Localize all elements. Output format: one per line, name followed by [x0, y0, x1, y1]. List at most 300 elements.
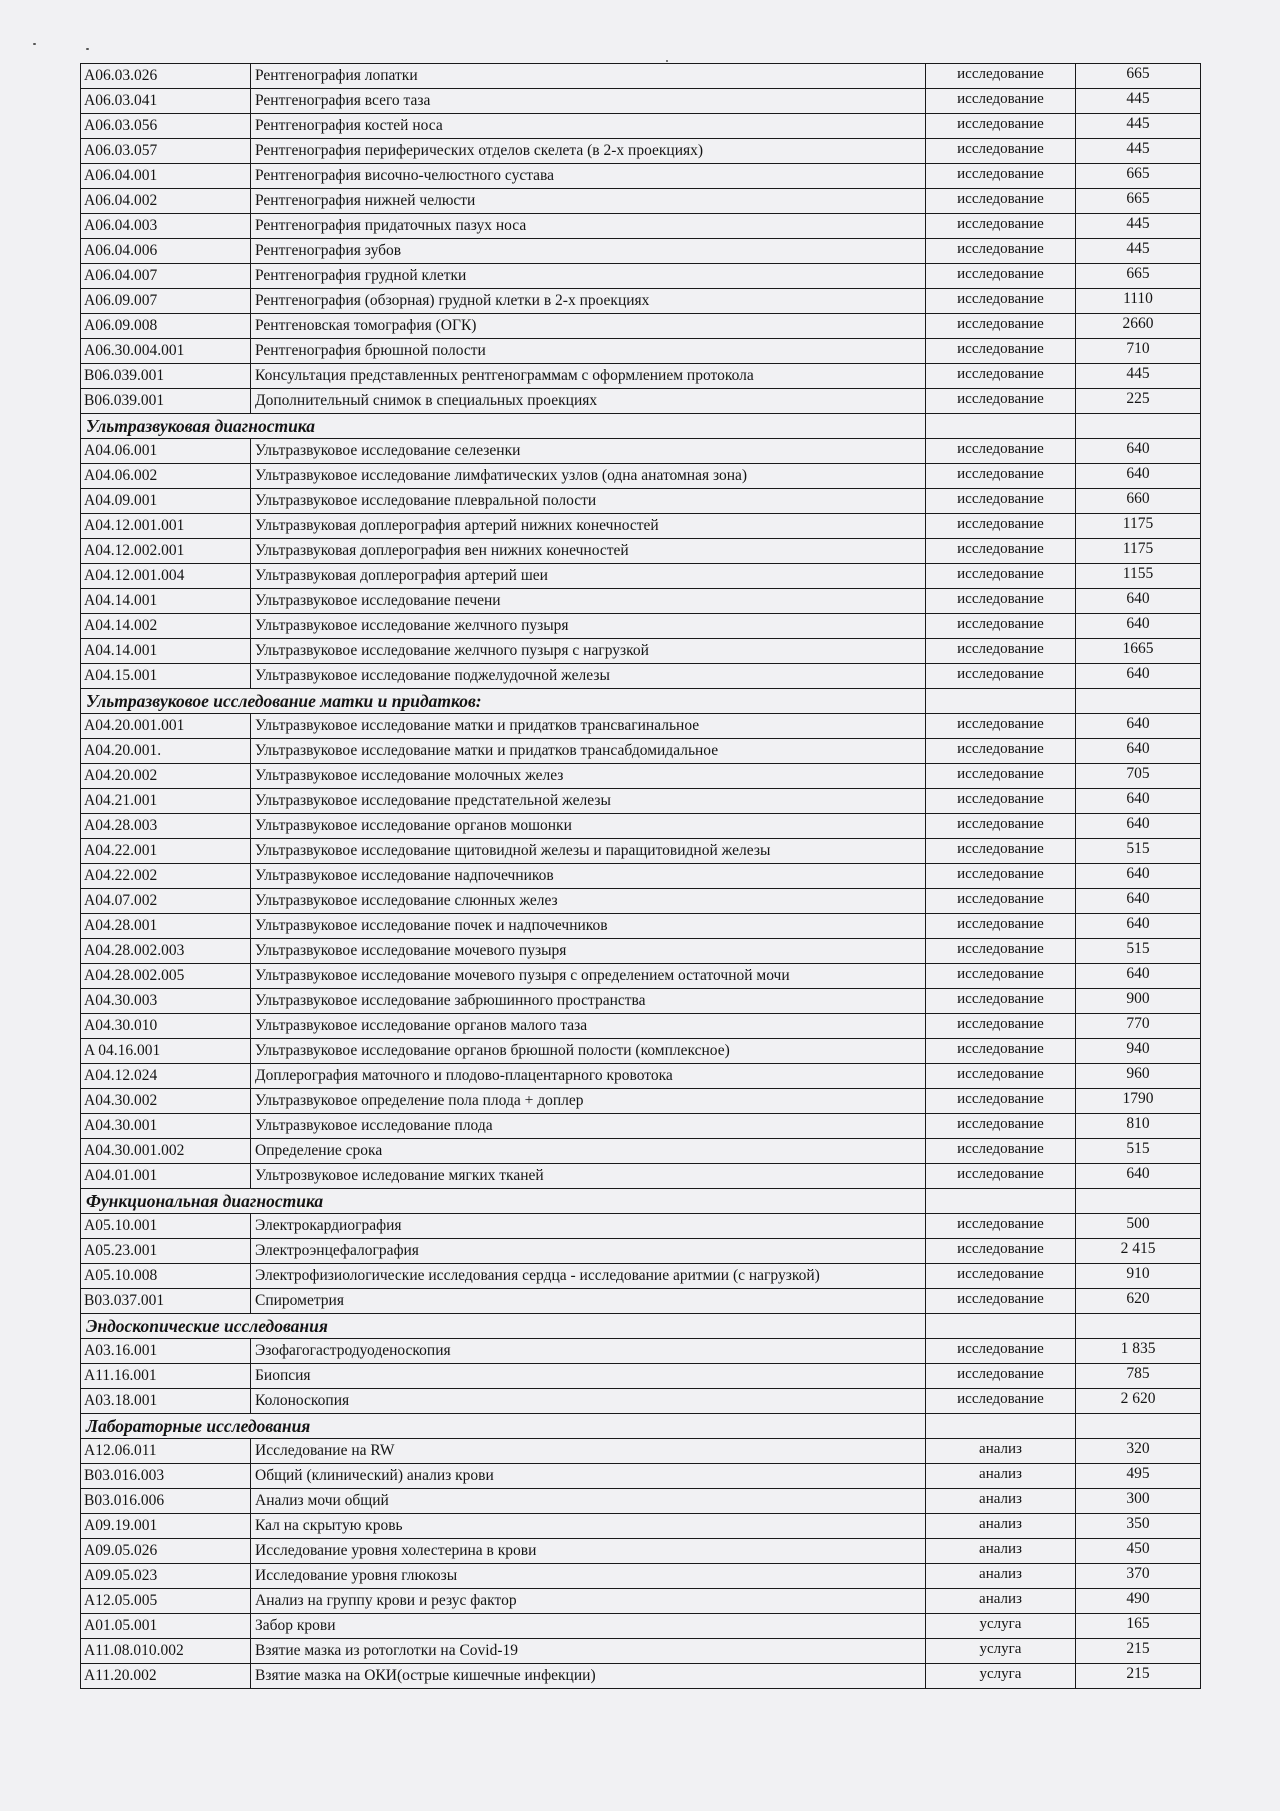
service-unit: исследование: [926, 339, 1076, 364]
service-name: Ультразвуковое исследование забрюшинного пространства: [251, 989, 926, 1014]
service-code: A04.01.001: [81, 1164, 251, 1189]
price-list-body: [81, 64, 1201, 1689]
service-price: 515: [1076, 839, 1201, 864]
table-row: [81, 214, 1201, 239]
service-price: 350: [1076, 1514, 1201, 1539]
section-empty-cell: [1076, 689, 1201, 714]
service-name: Рентгенография придаточных пазух носа: [251, 214, 926, 239]
service-price: 665: [1076, 189, 1201, 214]
table-row: [81, 1364, 1201, 1389]
table-row: [81, 1489, 1201, 1514]
service-unit: исследование: [926, 1364, 1076, 1389]
service-price: 1175: [1076, 514, 1201, 539]
table-row: [81, 1264, 1201, 1289]
service-price: 445: [1076, 239, 1201, 264]
service-unit: исследование: [926, 664, 1076, 689]
service-code: A04.30.001.002: [81, 1139, 251, 1164]
service-code: A04.12.001.001: [81, 514, 251, 539]
service-code: A12.05.005: [81, 1589, 251, 1614]
table-row: [81, 889, 1201, 914]
service-unit: исследование: [926, 1089, 1076, 1114]
service-price: 640: [1076, 914, 1201, 939]
section-empty-cell: [1076, 1189, 1201, 1214]
service-name: Ультразвуковая доплерография вен нижних конечностей: [251, 539, 926, 564]
service-code: A04.28.003: [81, 814, 251, 839]
service-code: B06.039.001: [81, 364, 251, 389]
service-price: 640: [1076, 714, 1201, 739]
service-name: Консультация представленных рентгенограммам с оформлением протокола: [251, 364, 926, 389]
service-unit: услуга: [926, 1639, 1076, 1664]
table-row: [81, 314, 1201, 339]
table-row: [81, 589, 1201, 614]
table-row: [81, 964, 1201, 989]
table-row: [81, 1589, 1201, 1614]
section-empty-cell: [926, 1189, 1076, 1214]
table-row: [81, 264, 1201, 289]
service-name: Ультразвуковое исследование плевральной полости: [251, 489, 926, 514]
service-name: Рентгенография костей носа: [251, 114, 926, 139]
table-row: [81, 839, 1201, 864]
table-row: [81, 539, 1201, 564]
service-name: Электрофизиологические исследования сердца - исследование аритмии (с нагрузкой): [251, 1264, 926, 1289]
table-row: [81, 1514, 1201, 1539]
service-name: Исследование уровня холестерина в крови: [251, 1539, 926, 1564]
service-code: A06.30.004.001: [81, 339, 251, 364]
table-row: [81, 914, 1201, 939]
service-unit: исследование: [926, 764, 1076, 789]
table-row: [81, 339, 1201, 364]
service-price: 445: [1076, 139, 1201, 164]
service-unit: исследование: [926, 89, 1076, 114]
service-code: A03.18.001: [81, 1389, 251, 1414]
service-code: A04.06.001: [81, 439, 251, 464]
section-header-row: [81, 414, 1201, 439]
service-unit: исследование: [926, 239, 1076, 264]
service-price: 640: [1076, 664, 1201, 689]
service-unit: исследование: [926, 589, 1076, 614]
service-price: 640: [1076, 439, 1201, 464]
section-header-row: [81, 1414, 1201, 1439]
table-row: [81, 89, 1201, 114]
service-price: 165: [1076, 1614, 1201, 1639]
service-name: Рентгенография всего таза: [251, 89, 926, 114]
table-row: [81, 739, 1201, 764]
service-code: A04.28.001: [81, 914, 251, 939]
table-row: [81, 1539, 1201, 1564]
service-unit: исследование: [926, 439, 1076, 464]
service-unit: исследование: [926, 889, 1076, 914]
service-code: A06.04.006: [81, 239, 251, 264]
service-unit: исследование: [926, 64, 1076, 89]
service-unit: анализ: [926, 1464, 1076, 1489]
service-price: 1110: [1076, 289, 1201, 314]
table-row: [81, 1564, 1201, 1589]
service-name: Доплерография маточного и плодово-плацентарного кровотока: [251, 1064, 926, 1089]
service-code: A09.19.001: [81, 1514, 251, 1539]
table-row: [81, 489, 1201, 514]
section-empty-cell: [1076, 1414, 1201, 1439]
table-row: [81, 514, 1201, 539]
service-name: Ультразвуковое определение пола плода + доплер: [251, 1089, 926, 1114]
service-code: A04.30.010: [81, 1014, 251, 1039]
section-title: Ультразвуковая диагностика: [81, 414, 926, 439]
table-row: [81, 864, 1201, 889]
service-price: 640: [1076, 464, 1201, 489]
section-empty-cell: [926, 1414, 1076, 1439]
service-unit: исследование: [926, 1389, 1076, 1414]
service-name: Ультрозвуковое иследование мягких тканей: [251, 1164, 926, 1189]
scan-speck: [86, 48, 89, 50]
table-row: [81, 64, 1201, 89]
service-unit: исследование: [926, 564, 1076, 589]
service-code: A11.20.002: [81, 1664, 251, 1689]
service-name: Ультразвуковое исследование слюнных желез: [251, 889, 926, 914]
service-unit: исследование: [926, 289, 1076, 314]
service-name: Ультразвуковое исследование мочевого пузыря с определением остаточной мочи: [251, 964, 926, 989]
service-code: A04.12.024: [81, 1064, 251, 1089]
service-price: 640: [1076, 589, 1201, 614]
service-code: A06.09.008: [81, 314, 251, 339]
table-row: [81, 1239, 1201, 1264]
table-row: [81, 1639, 1201, 1664]
service-code: A06.03.057: [81, 139, 251, 164]
service-code: A03.16.001: [81, 1339, 251, 1364]
service-unit: исследование: [926, 1014, 1076, 1039]
service-unit: исследование: [926, 114, 1076, 139]
service-code: A04.15.001: [81, 664, 251, 689]
service-code: A04.12.002.001: [81, 539, 251, 564]
service-name: Ультразвуковое исследование надпочечников: [251, 864, 926, 889]
service-unit: исследование: [926, 1064, 1076, 1089]
service-name: Дополнительный снимок в специальных проекциях: [251, 389, 926, 414]
section-title: Функциональная диагностика: [81, 1189, 926, 1214]
service-name: Взятие мазка на ОКИ(острые кишечные инфекции): [251, 1664, 926, 1689]
service-code: A05.10.001: [81, 1214, 251, 1239]
service-unit: исследование: [926, 464, 1076, 489]
service-price: 450: [1076, 1539, 1201, 1564]
service-price: 1155: [1076, 564, 1201, 589]
service-name: Ультразвуковое исследование почек и надпочечников: [251, 914, 926, 939]
service-name: Рентгенография лопатки: [251, 64, 926, 89]
service-name: Ультразвуковое исследование органов мошонки: [251, 814, 926, 839]
service-price: 515: [1076, 939, 1201, 964]
table-row: [81, 1139, 1201, 1164]
table-row: [81, 1289, 1201, 1314]
service-code: A04.30.001: [81, 1114, 251, 1139]
service-unit: анализ: [926, 1439, 1076, 1464]
service-price: 910: [1076, 1264, 1201, 1289]
scan-speck: [666, 60, 668, 62]
service-code: A04.14.001: [81, 639, 251, 664]
service-price: 640: [1076, 789, 1201, 814]
service-unit: исследование: [926, 1114, 1076, 1139]
service-name: Рентгенография брюшной полости: [251, 339, 926, 364]
service-unit: исследование: [926, 1239, 1076, 1264]
section-title: Эндоскопические исследования: [81, 1314, 926, 1339]
service-code: A11.08.010.002: [81, 1639, 251, 1664]
table-row: [81, 1389, 1201, 1414]
service-unit: исследование: [926, 1339, 1076, 1364]
service-unit: исследование: [926, 739, 1076, 764]
service-code: A06.09.007: [81, 289, 251, 314]
section-title: Лабораторные исследования: [81, 1414, 926, 1439]
service-code: A04.22.001: [81, 839, 251, 864]
scan-speck: [33, 43, 36, 45]
service-name: Взятие мазка из ротоглотки на Covid-19: [251, 1639, 926, 1664]
service-price: 445: [1076, 364, 1201, 389]
service-price: 495: [1076, 1464, 1201, 1489]
service-unit: исследование: [926, 914, 1076, 939]
service-unit: исследование: [926, 964, 1076, 989]
service-price: 665: [1076, 164, 1201, 189]
service-unit: анализ: [926, 1489, 1076, 1514]
service-name: Рентгенография нижней челюсти: [251, 189, 926, 214]
service-name: Рентгенография височно-челюстного сустава: [251, 164, 926, 189]
price-list-table: [80, 63, 1201, 1689]
service-unit: исследование: [926, 839, 1076, 864]
service-price: 515: [1076, 1139, 1201, 1164]
section-empty-cell: [926, 1314, 1076, 1339]
section-empty-cell: [926, 414, 1076, 439]
service-code: B03.037.001: [81, 1289, 251, 1314]
table-row: [81, 189, 1201, 214]
service-price: 620: [1076, 1289, 1201, 1314]
service-price: 490: [1076, 1589, 1201, 1614]
service-price: 960: [1076, 1064, 1201, 1089]
service-name: Рентгенография грудной клетки: [251, 264, 926, 289]
service-price: 445: [1076, 114, 1201, 139]
service-price: 300: [1076, 1489, 1201, 1514]
service-unit: исследование: [926, 1214, 1076, 1239]
service-name: Рентгенография зубов: [251, 239, 926, 264]
service-unit: услуга: [926, 1614, 1076, 1639]
service-code: A06.03.041: [81, 89, 251, 114]
service-code: A04.20.001.001: [81, 714, 251, 739]
service-price: 640: [1076, 814, 1201, 839]
service-price: 2 415: [1076, 1239, 1201, 1264]
service-price: 1665: [1076, 639, 1201, 664]
service-name: Ультразвуковое исследование плода: [251, 1114, 926, 1139]
table-row: [81, 939, 1201, 964]
service-code: A04.20.001.: [81, 739, 251, 764]
service-name: Ультразвуковое исследование желчного пузыря: [251, 614, 926, 639]
service-code: A11.16.001: [81, 1364, 251, 1389]
service-name: Биопсия: [251, 1364, 926, 1389]
table-row: [81, 164, 1201, 189]
service-name: Ультразвуковое исследование поджелудочной железы: [251, 664, 926, 689]
service-price: 665: [1076, 64, 1201, 89]
table-row: [81, 1039, 1201, 1064]
service-code: A 04.16.001: [81, 1039, 251, 1064]
service-code: A04.09.001: [81, 489, 251, 514]
service-name: Ультразвуковое исследование предстательной железы: [251, 789, 926, 814]
service-name: Спирометрия: [251, 1289, 926, 1314]
table-row: [81, 1664, 1201, 1689]
service-price: 640: [1076, 964, 1201, 989]
service-name: Ультразвуковая доплерография артерий шеи: [251, 564, 926, 589]
service-price: 660: [1076, 489, 1201, 514]
table-row: [81, 1164, 1201, 1189]
service-price: 640: [1076, 864, 1201, 889]
service-name: Электрокардиография: [251, 1214, 926, 1239]
table-row: [81, 1064, 1201, 1089]
service-unit: услуга: [926, 1664, 1076, 1689]
service-price: 900: [1076, 989, 1201, 1014]
service-code: A06.04.001: [81, 164, 251, 189]
service-price: 810: [1076, 1114, 1201, 1139]
service-price: 1 835: [1076, 1339, 1201, 1364]
table-row: [81, 814, 1201, 839]
service-name: Ультразвуковое исследование органов малого таза: [251, 1014, 926, 1039]
service-unit: анализ: [926, 1539, 1076, 1564]
table-row: [81, 714, 1201, 739]
service-code: A05.10.008: [81, 1264, 251, 1289]
service-code: A04.30.003: [81, 989, 251, 1014]
service-unit: анализ: [926, 1589, 1076, 1614]
service-unit: исследование: [926, 1039, 1076, 1064]
table-row: [81, 1339, 1201, 1364]
table-row: [81, 1439, 1201, 1464]
service-price: 370: [1076, 1564, 1201, 1589]
table-row: [81, 114, 1201, 139]
service-price: 710: [1076, 339, 1201, 364]
service-name: Рентгенография (обзорная) грудной клетки в 2-х проекциях: [251, 289, 926, 314]
service-name: Анализ на группу крови и резус фактор: [251, 1589, 926, 1614]
service-unit: исследование: [926, 1264, 1076, 1289]
service-price: 445: [1076, 214, 1201, 239]
service-price: 640: [1076, 889, 1201, 914]
service-unit: исследование: [926, 1139, 1076, 1164]
section-header-row: [81, 1314, 1201, 1339]
service-name: Ультразвуковое исследование матки и придатков трансвагинальное: [251, 714, 926, 739]
service-name: Ультразвуковое исследование матки и придатков трансабдомидальное: [251, 739, 926, 764]
service-price: 2660: [1076, 314, 1201, 339]
service-name: Ультразвуковое исследование щитовидной железы и паращитовидной железы: [251, 839, 926, 864]
service-unit: исследование: [926, 1164, 1076, 1189]
service-code: B06.039.001: [81, 389, 251, 414]
service-price: 770: [1076, 1014, 1201, 1039]
table-row: [81, 439, 1201, 464]
service-unit: исследование: [926, 864, 1076, 889]
table-row: [81, 664, 1201, 689]
service-name: Электроэнцефалография: [251, 1239, 926, 1264]
table-row: [81, 989, 1201, 1014]
service-unit: исследование: [926, 789, 1076, 814]
service-price: 1790: [1076, 1089, 1201, 1114]
service-code: B03.016.006: [81, 1489, 251, 1514]
service-unit: исследование: [926, 389, 1076, 414]
service-code: A04.30.002: [81, 1089, 251, 1114]
service-price: 640: [1076, 739, 1201, 764]
service-name: Ультразвуковое исследование печени: [251, 589, 926, 614]
service-price: 215: [1076, 1664, 1201, 1689]
service-name: Эзофагогастродуоденоскопия: [251, 1339, 926, 1364]
service-unit: исследование: [926, 139, 1076, 164]
service-name: Ультразвуковое исследование желчного пузыря с нагрузкой: [251, 639, 926, 664]
service-code: B03.016.003: [81, 1464, 251, 1489]
section-empty-cell: [1076, 414, 1201, 439]
service-name: Ультразвуковое исследование мочевого пузыря: [251, 939, 926, 964]
service-unit: исследование: [926, 264, 1076, 289]
service-unit: анализ: [926, 1564, 1076, 1589]
service-unit: исследование: [926, 364, 1076, 389]
service-unit: исследование: [926, 164, 1076, 189]
service-code: A04.28.002.003: [81, 939, 251, 964]
service-name: Ультразвуковое исследование лимфатических узлов (одна анатомная зона): [251, 464, 926, 489]
table-row: [81, 1014, 1201, 1039]
service-price: 665: [1076, 264, 1201, 289]
service-unit: исследование: [926, 939, 1076, 964]
service-name: Определение срока: [251, 1139, 926, 1164]
section-title: Ультразвуковое исследование матки и придатков:: [81, 689, 926, 714]
table-row: [81, 614, 1201, 639]
service-unit: исследование: [926, 814, 1076, 839]
service-price: 640: [1076, 1164, 1201, 1189]
service-code: A04.22.002: [81, 864, 251, 889]
service-unit: исследование: [926, 1289, 1076, 1314]
service-code: A04.28.002.005: [81, 964, 251, 989]
table-row: [81, 789, 1201, 814]
table-row: [81, 1089, 1201, 1114]
service-name: Колоноскопия: [251, 1389, 926, 1414]
table-row: [81, 639, 1201, 664]
section-empty-cell: [926, 689, 1076, 714]
service-unit: исследование: [926, 539, 1076, 564]
table-row: [81, 364, 1201, 389]
service-name: Ультразвуковое исследование молочных желез: [251, 764, 926, 789]
section-empty-cell: [1076, 1314, 1201, 1339]
table-row: [81, 139, 1201, 164]
service-code: A04.20.002: [81, 764, 251, 789]
service-unit: исследование: [926, 714, 1076, 739]
table-row: [81, 564, 1201, 589]
service-unit: исследование: [926, 989, 1076, 1014]
service-name: Общий (клинический) анализ крови: [251, 1464, 926, 1489]
service-unit: исследование: [926, 214, 1076, 239]
service-code: A04.21.001: [81, 789, 251, 814]
service-code: A06.04.007: [81, 264, 251, 289]
service-price: 500: [1076, 1214, 1201, 1239]
service-name: Ультразвуковое исследование органов брюшной полости (комплексное): [251, 1039, 926, 1064]
service-unit: исследование: [926, 489, 1076, 514]
service-code: A04.07.002: [81, 889, 251, 914]
service-price: 785: [1076, 1364, 1201, 1389]
service-code: A05.23.001: [81, 1239, 251, 1264]
service-code: A06.04.002: [81, 189, 251, 214]
service-name: Исследование уровня глюкозы: [251, 1564, 926, 1589]
table-row: [81, 239, 1201, 264]
table-row: [81, 1614, 1201, 1639]
table-row: [81, 1114, 1201, 1139]
service-unit: исследование: [926, 639, 1076, 664]
service-code: A06.03.026: [81, 64, 251, 89]
service-code: A06.03.056: [81, 114, 251, 139]
service-code: A04.06.002: [81, 464, 251, 489]
service-code: A04.12.001.004: [81, 564, 251, 589]
table-row: [81, 464, 1201, 489]
service-code: A09.05.026: [81, 1539, 251, 1564]
service-name: Анализ мочи общий: [251, 1489, 926, 1514]
service-price: 215: [1076, 1639, 1201, 1664]
service-code: A06.04.003: [81, 214, 251, 239]
service-price: 2 620: [1076, 1389, 1201, 1414]
service-name: Рентгенография периферических отделов скелета (в 2-х проекциях): [251, 139, 926, 164]
service-unit: исследование: [926, 314, 1076, 339]
service-price: 705: [1076, 764, 1201, 789]
table-row: [81, 1214, 1201, 1239]
service-price: 1175: [1076, 539, 1201, 564]
service-code: A04.14.001: [81, 589, 251, 614]
